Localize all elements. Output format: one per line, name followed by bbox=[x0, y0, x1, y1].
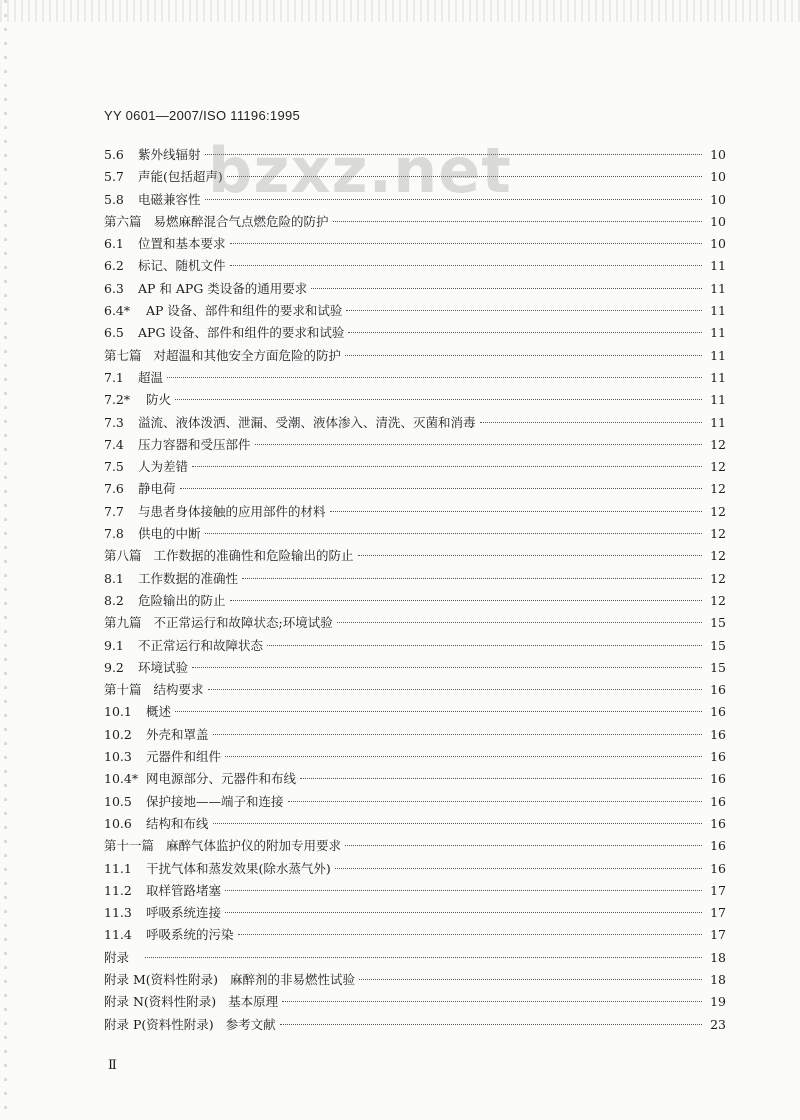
toc-entry-number: 7.6 bbox=[104, 481, 124, 497]
toc-entry-number: 7.5 bbox=[104, 459, 124, 475]
toc-entry-page: 10 bbox=[710, 236, 726, 252]
toc-entry-number: 8.1 bbox=[104, 570, 124, 586]
toc-entry-title: 人为差错 bbox=[138, 459, 189, 475]
dot-leader bbox=[192, 466, 702, 467]
toc-entry-title: 超温 bbox=[138, 369, 164, 385]
toc-entry-page: 17 bbox=[710, 905, 726, 921]
dot-leader bbox=[227, 176, 702, 177]
toc-entry[interactable] bbox=[104, 434, 726, 456]
toc-entry-title: 参考文献 bbox=[225, 1016, 276, 1032]
toc-entry-page: 11 bbox=[710, 392, 726, 408]
toc-entry-title: 呼吸系统的污染 bbox=[146, 927, 234, 943]
toc-entry-page: 11 bbox=[710, 369, 726, 385]
toc-entry[interactable] bbox=[104, 835, 726, 857]
toc-entry-title: 易燃麻醉混合气点燃危险的防护 bbox=[153, 213, 329, 229]
toc-entry[interactable] bbox=[104, 322, 726, 344]
toc-entry[interactable] bbox=[104, 367, 726, 389]
toc-entry[interactable] bbox=[104, 211, 726, 233]
toc-entry[interactable] bbox=[104, 389, 726, 411]
page-number-footer: Ⅱ bbox=[108, 1058, 117, 1073]
scan-edge-left bbox=[4, 0, 7, 1120]
toc-entry-number: 5.7 bbox=[104, 169, 124, 185]
toc-entry[interactable] bbox=[104, 568, 726, 590]
toc-entry[interactable] bbox=[104, 947, 726, 969]
dot-leader bbox=[311, 288, 702, 289]
toc-entry-number: 第六篇 bbox=[104, 213, 142, 229]
toc-entry-number: 7.4 bbox=[104, 436, 124, 452]
toc-entry-number: 附录 P(资料性附录) bbox=[104, 1016, 214, 1032]
toc-entry-number: 附录 M(资料性附录) bbox=[104, 971, 219, 987]
toc-entry-page: 16 bbox=[710, 704, 726, 720]
dot-leader bbox=[345, 355, 702, 356]
toc-entry[interactable] bbox=[104, 969, 726, 991]
toc-entry-title: 紫外线辐射 bbox=[138, 147, 201, 162]
toc-entry-title: 呼吸系统连接 bbox=[146, 905, 222, 921]
toc-entry[interactable] bbox=[104, 166, 726, 188]
toc-entry-title: 网电源部分、元器件和布线 bbox=[146, 771, 297, 787]
table-of-contents bbox=[104, 144, 726, 1036]
toc-entry-title: 声能(包括超声) bbox=[138, 169, 223, 185]
dot-leader bbox=[230, 600, 702, 601]
toc-entry-page: 16 bbox=[710, 771, 726, 787]
dot-leader bbox=[145, 957, 702, 958]
toc-entry[interactable] bbox=[104, 791, 726, 813]
toc-entry-title: 工作数据的准确性和危险输出的防止 bbox=[153, 548, 354, 564]
toc-entry[interactable] bbox=[104, 255, 726, 277]
toc-entry-page: 11 bbox=[710, 258, 726, 274]
toc-entry[interactable] bbox=[104, 501, 726, 523]
toc-entry[interactable] bbox=[104, 880, 726, 902]
toc-entry-page: 12 bbox=[710, 436, 726, 452]
toc-entry-title: 不正常运行和故障状态;环境试验 bbox=[153, 615, 333, 631]
toc-entry-title: 结构要求 bbox=[153, 682, 204, 698]
toc-entry[interactable] bbox=[104, 478, 726, 500]
toc-entry-page: 12 bbox=[710, 459, 726, 475]
toc-entry-number: 7.2* bbox=[104, 392, 131, 408]
dot-leader bbox=[175, 711, 702, 712]
toc-entry[interactable] bbox=[104, 813, 726, 835]
dot-leader bbox=[167, 377, 702, 378]
toc-entry-number: 附录 bbox=[104, 949, 130, 965]
toc-entry-page: 12 bbox=[710, 570, 726, 586]
dot-leader bbox=[300, 778, 702, 779]
toc-entry-page: 16 bbox=[710, 726, 726, 742]
toc-entry[interactable] bbox=[104, 858, 726, 880]
dot-leader bbox=[230, 243, 702, 244]
toc-entry-page: 16 bbox=[710, 838, 726, 854]
toc-entry-page: 11 bbox=[710, 280, 726, 296]
toc-entry[interactable] bbox=[104, 768, 726, 790]
toc-entry-number: 10.3 bbox=[104, 749, 132, 765]
toc-entry[interactable] bbox=[104, 233, 726, 255]
toc-entry-number: 9.2 bbox=[104, 659, 124, 675]
toc-entry[interactable] bbox=[104, 701, 726, 723]
toc-entry-title: AP 设备、部件和组件的要求和试验 bbox=[146, 303, 343, 319]
toc-entry-page: 12 bbox=[710, 503, 726, 519]
toc-entry-number: 11.4 bbox=[104, 927, 132, 943]
toc-entry-page: 18 bbox=[710, 949, 726, 965]
toc-entry-title: 取样管路堵塞 bbox=[146, 882, 222, 898]
toc-entry-page: 17 bbox=[710, 927, 726, 943]
toc-entry-page: 10 bbox=[710, 191, 726, 207]
dot-leader bbox=[337, 622, 702, 623]
toc-entry-title: 电磁兼容性 bbox=[138, 191, 201, 207]
toc-entry-page: 12 bbox=[710, 548, 726, 564]
toc-entry[interactable] bbox=[104, 612, 726, 634]
toc-entry-page: 15 bbox=[710, 637, 726, 653]
toc-entry-page: 10 bbox=[710, 213, 726, 229]
dot-leader bbox=[335, 868, 702, 869]
toc-entry-page: 19 bbox=[710, 994, 726, 1010]
toc-entry-page: 10 bbox=[710, 169, 726, 185]
toc-entry[interactable] bbox=[104, 746, 726, 768]
dot-leader bbox=[345, 845, 702, 846]
toc-entry-number: 7.7 bbox=[104, 503, 124, 519]
toc-entry-number: 第八篇 bbox=[104, 548, 142, 564]
toc-entry-number: 8.2 bbox=[104, 592, 124, 608]
dot-leader bbox=[225, 912, 702, 913]
toc-entry-title: AP 和 APG 类设备的通用要求 bbox=[138, 280, 308, 296]
toc-entry-title: 危险输出的防止 bbox=[138, 592, 226, 608]
toc-entry-title: 不正常运行和故障状态 bbox=[138, 637, 264, 653]
dot-leader bbox=[348, 332, 702, 333]
dot-leader bbox=[333, 221, 702, 222]
toc-entry-number: 7.1 bbox=[104, 369, 124, 385]
toc-entry-title: 溢流、液体泼洒、泄漏、受潮、液体渗入、清洗、灭菌和消毒 bbox=[138, 414, 476, 430]
toc-entry-number: 第九篇 bbox=[104, 615, 142, 631]
toc-entry-title: 麻醉气体监护仪的附加专用要求 bbox=[166, 838, 342, 854]
dot-leader bbox=[213, 734, 702, 735]
toc-entry-number: 第十一篇 bbox=[104, 838, 155, 854]
toc-entry-number: 5.8 bbox=[104, 191, 124, 207]
toc-entry-number: 7.3 bbox=[104, 414, 124, 430]
dot-leader bbox=[282, 1001, 702, 1002]
toc-entry[interactable] bbox=[104, 523, 726, 545]
dot-leader bbox=[480, 422, 702, 423]
toc-entry-title: 外壳和罩盖 bbox=[146, 726, 209, 742]
toc-entry-number: 10.6 bbox=[104, 815, 132, 831]
dot-leader bbox=[208, 689, 702, 690]
toc-entry-page: 15 bbox=[710, 659, 726, 675]
toc-entry-page: 12 bbox=[710, 592, 726, 608]
toc-entry-number: 10.4* bbox=[104, 771, 139, 787]
toc-entry-number: 6.3 bbox=[104, 280, 124, 296]
toc-entry-page: 11 bbox=[710, 414, 726, 430]
toc-entry-title: 环境试验 bbox=[138, 659, 189, 675]
toc-entry-title: 标记、随机文件 bbox=[138, 258, 226, 274]
toc-entry-title: 静电荷 bbox=[138, 481, 176, 497]
toc-entry[interactable] bbox=[104, 679, 726, 701]
toc-entry-number: 11.1 bbox=[104, 860, 132, 876]
toc-entry[interactable] bbox=[104, 456, 726, 478]
toc-entry[interactable] bbox=[104, 412, 726, 434]
toc-entry-number: 10.1 bbox=[104, 704, 132, 720]
scan-edge-top bbox=[0, 0, 800, 22]
dot-leader bbox=[205, 533, 702, 534]
toc-entry[interactable] bbox=[104, 657, 726, 679]
toc-entry[interactable] bbox=[104, 300, 726, 322]
toc-entry-page: 11 bbox=[710, 303, 726, 319]
toc-entry-title: 干扰气体和蒸发效果(除水蒸气外) bbox=[146, 860, 331, 876]
dot-leader bbox=[255, 444, 702, 445]
dot-leader bbox=[225, 890, 702, 891]
toc-entry[interactable] bbox=[104, 345, 726, 367]
toc-entry-page: 16 bbox=[710, 815, 726, 831]
toc-entry-number: 6.5 bbox=[104, 325, 124, 341]
dot-leader bbox=[205, 199, 702, 200]
toc-entry[interactable] bbox=[104, 144, 726, 166]
toc-entry-title: 元器件和组件 bbox=[146, 749, 222, 765]
dot-leader bbox=[238, 934, 702, 935]
toc-entry-title: 工作数据的准确性 bbox=[138, 570, 239, 586]
toc-entry-number: 5.6 bbox=[104, 147, 124, 162]
toc-entry-page: 23 bbox=[710, 1016, 726, 1032]
toc-entry-page: 17 bbox=[710, 882, 726, 898]
toc-entry-title: 与患者身体接触的应用部件的材料 bbox=[138, 503, 326, 519]
toc-entry-number: 11.2 bbox=[104, 882, 132, 898]
toc-entry-page: 16 bbox=[710, 682, 726, 698]
dot-leader bbox=[192, 667, 702, 668]
toc-entry-page: 12 bbox=[710, 481, 726, 497]
toc-entry-page: 10 bbox=[710, 147, 726, 162]
toc-entry[interactable] bbox=[104, 590, 726, 612]
toc-entry[interactable] bbox=[104, 991, 726, 1013]
toc-entry-title: 防火 bbox=[146, 392, 172, 408]
toc-entry[interactable] bbox=[104, 189, 726, 211]
dot-leader bbox=[175, 399, 702, 400]
toc-entry-page: 11 bbox=[710, 347, 726, 363]
dot-leader bbox=[280, 1024, 702, 1025]
toc-entry-number: 10.5 bbox=[104, 793, 132, 809]
toc-entry[interactable] bbox=[104, 902, 726, 924]
toc-entry-title: 供电的中断 bbox=[138, 526, 201, 542]
dot-leader bbox=[205, 154, 702, 155]
toc-entry-page: 16 bbox=[710, 749, 726, 765]
toc-entry-title: 概述 bbox=[146, 704, 172, 720]
toc-entry-number: 附录 N(资料性附录) bbox=[104, 994, 217, 1010]
toc-entry-number: 11.3 bbox=[104, 905, 132, 921]
toc-entry-number: 7.8 bbox=[104, 526, 124, 542]
dot-leader bbox=[267, 645, 702, 646]
dot-leader bbox=[346, 310, 702, 311]
toc-entry-title: 位置和基本要求 bbox=[138, 236, 226, 252]
toc-entry-title: 保护接地——端子和连接 bbox=[146, 793, 284, 809]
toc-entry-number: 6.4* bbox=[104, 303, 131, 319]
dot-leader bbox=[358, 555, 702, 556]
toc-entry-number: 6.2 bbox=[104, 258, 124, 274]
toc-entry[interactable] bbox=[104, 1014, 726, 1036]
dot-leader bbox=[225, 756, 702, 757]
toc-entry-title: 基本原理 bbox=[228, 994, 279, 1010]
watermark: bzxz.net bbox=[208, 134, 512, 207]
standard-header: YY 0601—2007/ISO 11196:1995 bbox=[104, 108, 301, 123]
dot-leader bbox=[242, 578, 702, 579]
toc-entry-number: 10.2 bbox=[104, 726, 132, 742]
dot-leader bbox=[180, 488, 702, 489]
dot-leader bbox=[230, 265, 702, 266]
toc-entry-page: 15 bbox=[710, 615, 726, 631]
toc-entry-page: 12 bbox=[710, 526, 726, 542]
toc-entry-number: 第十篇 bbox=[104, 682, 142, 698]
toc-entry[interactable] bbox=[104, 545, 726, 567]
toc-entry-title: 对超温和其他安全方面危险的防护 bbox=[153, 347, 342, 363]
toc-entry-title: 结构和布线 bbox=[146, 815, 209, 831]
toc-entry-page: 16 bbox=[710, 860, 726, 876]
toc-entry[interactable] bbox=[104, 278, 726, 300]
toc-entry-page: 16 bbox=[710, 793, 726, 809]
dot-leader bbox=[213, 823, 702, 824]
toc-entry[interactable] bbox=[104, 924, 726, 946]
dot-leader bbox=[288, 801, 702, 802]
toc-entry[interactable] bbox=[104, 724, 726, 746]
toc-entry-number: 9.1 bbox=[104, 637, 124, 653]
dot-leader bbox=[330, 511, 702, 512]
toc-entry-number: 6.1 bbox=[104, 236, 124, 252]
dot-leader bbox=[359, 979, 702, 980]
toc-entry[interactable] bbox=[104, 635, 726, 657]
toc-entry-title: 压力容器和受压部件 bbox=[138, 436, 251, 452]
toc-entry-title: 麻醉剂的非易燃性试验 bbox=[230, 971, 356, 987]
toc-entry-title: APG 设备、部件和组件的要求和试验 bbox=[138, 325, 345, 341]
toc-entry-page: 11 bbox=[710, 325, 726, 341]
toc-entry-number: 第七篇 bbox=[104, 347, 142, 363]
toc-entry-page: 18 bbox=[710, 971, 726, 987]
